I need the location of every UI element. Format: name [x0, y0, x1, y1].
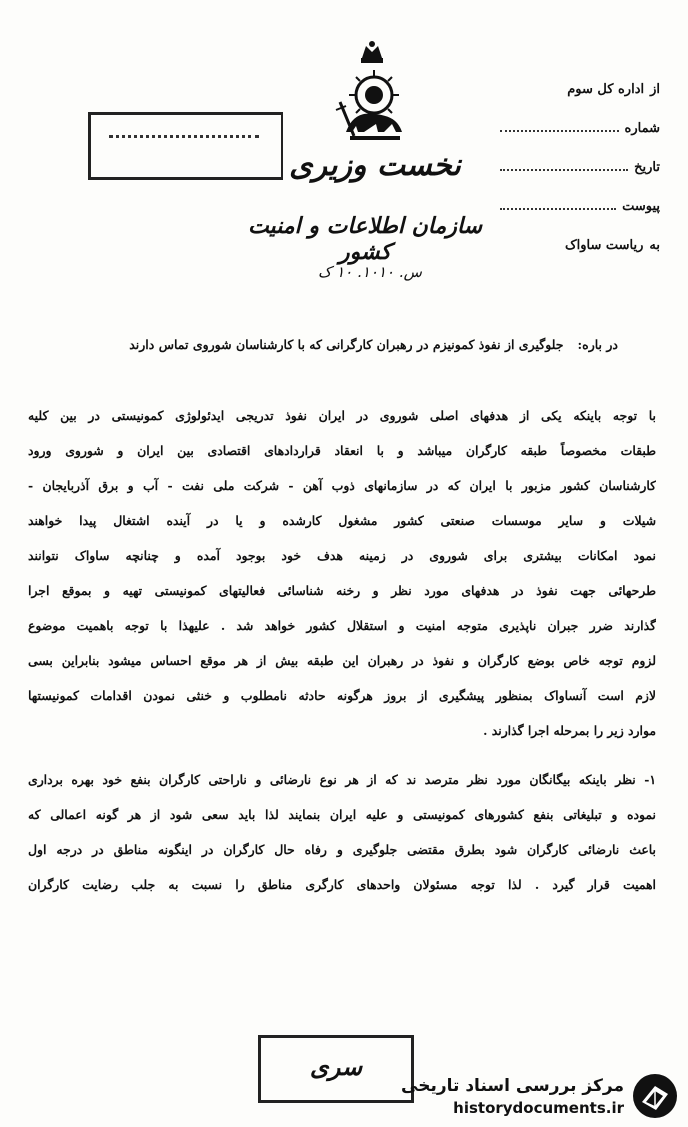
subject-line	[0, 337, 618, 352]
field-attachment	[460, 175, 660, 214]
received-stamp	[88, 112, 283, 180]
lion-and-sun-emblem-icon	[332, 40, 412, 145]
stamp-dotted-line	[109, 135, 259, 138]
field-value: ریاست ساواک	[564, 238, 644, 253]
body-line: نمود امکانات بیشتری برای شوروی در زمینه هدف خود بوجود آمده و چنانچه ساواک نتوانند	[28, 548, 656, 563]
body-line: گذارند ضرر جبران ناپذیری متوجه امنیت و استقلال کشور خواهد شد . علیهذا با توجه باهمیت موضوع	[28, 618, 656, 633]
field-label: تاریخ	[634, 160, 660, 175]
field-from	[460, 58, 660, 97]
body-line: با توجه باینکه یکی از هدفهای اصلی شوروی در ایران نفوذ تدریجی ایدئولوژی کمونیستی در بین کلیه	[28, 408, 656, 423]
letterhead-title: نخست وزیری	[289, 148, 461, 183]
body-line: ۱- نظر باینکه بیگانگان مورد نظر مترصد ند که از هر نوع نارضائی و ناراحتی کارگران بنفع خود بهره برداری	[28, 772, 656, 787]
body-line: طرحهائی جهت نفوذ در هدفهای مورد نظر و رخنه شناسائی فعالیتهای کمونیستی تهیه و بموقع اجرا	[28, 583, 656, 598]
body-line: باعث نارضائی کارگران شود بطرق مقتضی جلوگیری و رفاه حال کارگران در اینگونه مناطق در درجه اول	[28, 842, 656, 857]
field-blank-line	[500, 208, 616, 210]
field-label: پیوست	[622, 199, 660, 214]
body-line: موارد زیر را بمرحله اجرا گذارند .	[483, 723, 656, 738]
field-label: شماره	[624, 121, 660, 136]
body-line: کارشناسان کشور مزبور با ایران که در سازمانهای ذوب آهن - شرکت ملی نفت - آب و برق آذربایجان -	[28, 478, 656, 493]
watermark	[401, 1072, 678, 1122]
field-label: از	[650, 82, 660, 97]
body-line: لازم است آنساواک بمنظور پیشگیری از بروز هرگونه حادثه نامطلوب و خنثی نمودن اقدامات کمونیستها	[28, 688, 656, 703]
body-line: اهمیت قرار گیرد . لذا توجه مسئولان واحدهای کارگری مناطق را نسبت به جلب رضایت کارگران	[28, 877, 656, 892]
field-to	[460, 214, 660, 253]
field-date	[460, 136, 660, 175]
body-line: شیلات و سایر موسسات صنعتی کشور مشغول کارشده و یا در آینده اشتغال پیدا خواهند	[28, 513, 656, 528]
field-blank-line	[500, 130, 619, 132]
watermark-site[interactable]: historydocuments.ir	[453, 1099, 624, 1117]
body-line: طبقات مخصوصاً طبقه کارگران میباشد و با انعقاد قراردادهای اقتصادی بین ایران و شوروی ورود	[28, 443, 656, 458]
archive-book-logo-icon	[632, 1072, 678, 1120]
field-value: اداره کل سوم	[567, 82, 645, 97]
field-label: به	[649, 238, 660, 253]
subject-text: جلوگیری از نفوذ کمونیزم در رهبران کارگرانی که با کارشناسان شوروی تماس دارند	[129, 337, 564, 352]
field-number	[460, 97, 660, 136]
header-fields	[460, 58, 660, 253]
field-blank-line	[500, 169, 628, 171]
body-line: لزوم توجه خاص بوضع کارگران و نفوذ در رهبران این طبقه بیش از هر موقع احساس میشود بنابراین بسی	[28, 653, 656, 668]
reference-code: س. ۱۰۱۰. ۱۰ ک	[318, 263, 422, 281]
subject-label: در باره:	[577, 337, 618, 352]
watermark-name: مرکز بررسی اسناد تاریخی	[401, 1076, 624, 1096]
letter-body	[28, 398, 656, 902]
classification-stamp	[258, 1035, 414, 1103]
body-line: نموده و تبلیغاتی بنفع کشورهای کمونیستی و علیه ایران بنمایند لذا باید سعی شود از هر گونه اعمالی که	[28, 807, 656, 822]
letterhead-organization: سازمان اطلاعات و امنیت کشور	[247, 213, 483, 265]
classification-stamp-text: سری	[309, 1052, 363, 1081]
